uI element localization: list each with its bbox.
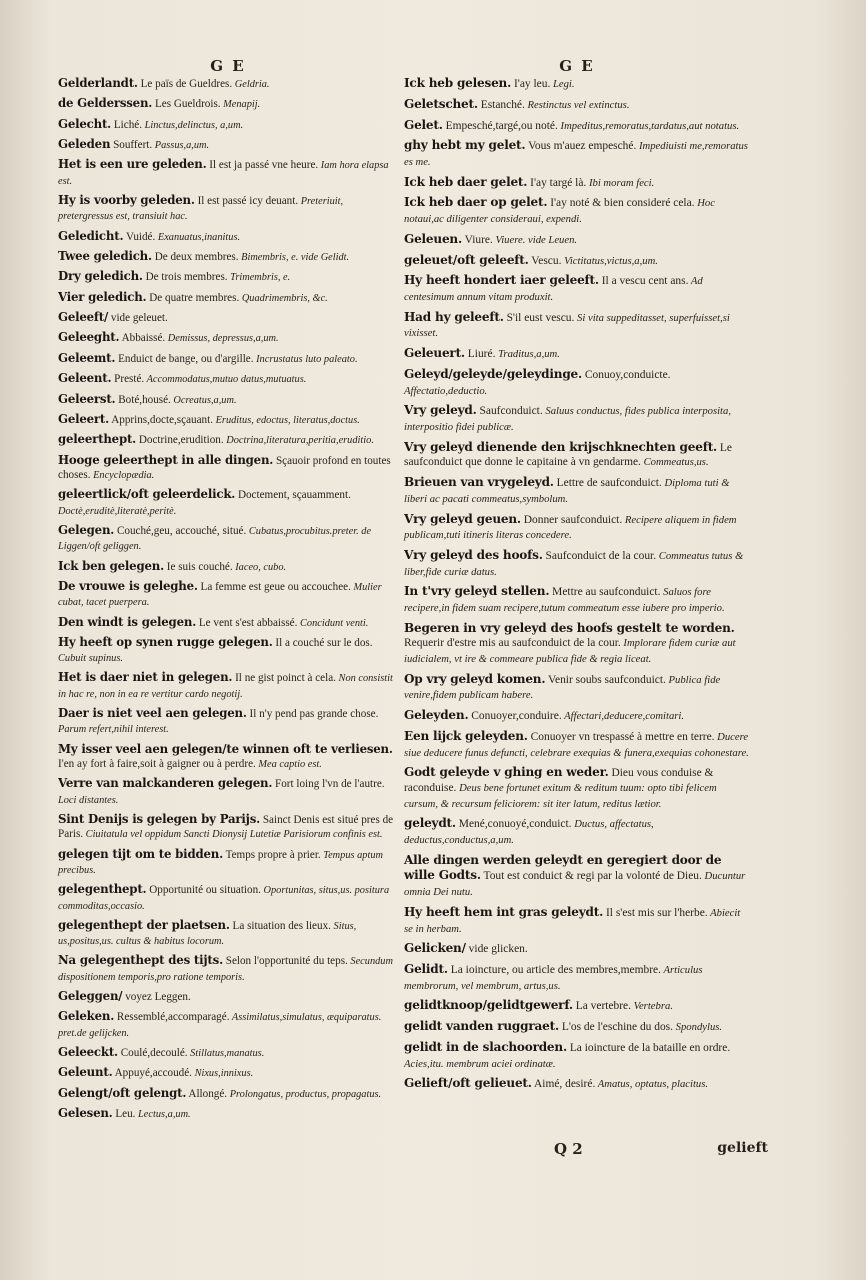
dictionary-entry (58, 615, 398, 631)
entry-french: I'ay targé là. (527, 176, 587, 189)
entry-headword: Geletschet. (404, 96, 478, 111)
left-running-header: G E (210, 57, 246, 75)
entry-headword: Geleuert. (404, 346, 465, 361)
entry-headword: Hy is voorby geleden. (58, 193, 195, 208)
page-footer (404, 1140, 768, 1164)
entry-french: Souffert. (110, 139, 153, 152)
dictionary-entry (58, 918, 398, 950)
entry-french: vide glicken. (465, 943, 528, 956)
dictionary-entry (58, 1106, 398, 1122)
entry-latin: Eruditus, edoctus, literatus,doctus. (213, 414, 360, 426)
dictionary-entry (58, 635, 398, 667)
entry-french: Fort loing l'vn de l'autre. (272, 778, 385, 791)
entry-latin: Ductus, affectatus, deductus,conductus,a,um. (404, 819, 654, 847)
entry-french: Saufconduict. (476, 405, 543, 418)
entry-latin: Amatus, optatus, placitus. (595, 1079, 709, 1091)
entry-latin: Hoc notaui,ac diligenter consideraui, expendi. (404, 198, 715, 226)
dictionary-entry (58, 351, 398, 367)
entry-latin: Bimembris, e. vide Gelidt. (238, 252, 350, 264)
entry-french: Doctement, sçauamment. (235, 489, 351, 502)
dictionary-entry (58, 137, 398, 153)
entry-french: Empesché,targé,ou noté. (442, 119, 558, 132)
entry-headword: Sint Denijs is gelegen by Parijs. (58, 811, 261, 826)
entry-headword: Geleunt. (58, 1065, 113, 1080)
dictionary-entry (404, 548, 750, 580)
entry-headword: Geleeght. (58, 330, 120, 345)
entry-latin: Recipere aliquem in fidem publicam,tuti itineris literas concedere. (404, 514, 737, 542)
entry-headword: Gelderlandt. (58, 76, 138, 90)
entry-headword: gelidtknoop/gelidtgewerf. (404, 998, 573, 1013)
entry-headword: Geleuen. (404, 231, 462, 246)
entry-headword: Geledicht. (58, 228, 124, 243)
entry-french: Mené,conuoyé,conduict. (455, 818, 572, 831)
entry-french: Il a vescu cent ans. (598, 275, 689, 288)
entry-french: Il a couché sur le dos. (272, 636, 373, 649)
dictionary-entry (58, 310, 398, 326)
dictionary-entry (404, 175, 750, 192)
entry-headword: Geleeckt. (58, 1045, 118, 1060)
entry-latin: Doctè,eruditè,literatè,peritè. (58, 505, 177, 517)
entry-headword: Begeren in vry geleyd des hoofs gestelt te worden. (404, 620, 735, 635)
entry-headword: Vier geledich. (58, 289, 147, 304)
dictionary-entry (404, 195, 750, 227)
entry-headword: Hy heeft hondert iaer geleeft. (404, 273, 599, 288)
entry-latin: Non consistit in hac re, non in ea re vertitur cardo negotij. (58, 673, 393, 700)
entry-latin: Restinctus vel extinctus. (524, 99, 630, 111)
dictionary-entry (58, 1045, 398, 1061)
entry-headword: Een lijck geleyden. (404, 728, 528, 743)
dictionary-entry (58, 812, 398, 843)
entry-french: Estanché. (477, 98, 525, 111)
dictionary-entry (404, 97, 750, 114)
entry-headword: Twee geledich. (58, 249, 152, 264)
entry-headword: Daer is niet veel aen gelegen. (58, 706, 247, 721)
entry-french: La situation des lieux. (229, 919, 331, 932)
entry-latin: Saluus conductus, fides publica interposita, interpositio fidei publicæ. (404, 406, 731, 433)
entry-headword: Het is een ure geleden. (58, 157, 207, 172)
entry-headword: Alle dingen werden geleydt en geregiert door de wille Godts. (404, 852, 722, 883)
dictionary-entry (58, 392, 398, 408)
entry-french: L'os de l'eschine du dos. (558, 1021, 673, 1034)
entry-latin: Passus,a,um. (152, 140, 210, 152)
entry-headword: Ick heb daer gelet. (404, 174, 528, 189)
dictionary-entry (58, 96, 398, 112)
dictionary-entry (58, 487, 398, 519)
dictionary-entry (404, 1076, 750, 1093)
dictionary-entry (404, 765, 750, 812)
dictionary-entry (404, 584, 750, 616)
entry-latin: Encyclopædia. (90, 469, 155, 481)
entry-latin: Oportunitas, situs,us. positura commoditas,occasio. (58, 885, 390, 912)
entry-headword: Vry geleyd dienende den krijschknechten geeft. (404, 439, 718, 454)
entry-latin: Affectari,deducere,comitari. (561, 711, 685, 723)
entry-french: La ioincture, ou article des membres,membre. (447, 964, 661, 977)
entry-french: Vous m'auez empesché. (525, 140, 637, 153)
entry-latin: Assimilatus,simulatus, æquiparatus. pret.de gelijcken. (58, 1012, 382, 1039)
entry-headword: Ick heb daer op gelet. (404, 195, 548, 210)
entry-french: Coulé,decoulé. (117, 1047, 188, 1060)
entry-latin: Impeditus,remoratus,tardatus,aut notatus. (557, 120, 740, 132)
dictionary-entry (58, 706, 398, 738)
entry-latin: Trimembris, e. (227, 272, 291, 284)
dictionary-entry (58, 1086, 398, 1102)
entry-headword: Geleeft/ (58, 310, 109, 325)
dictionary-entry (404, 76, 750, 93)
dictionary-entry (58, 1065, 398, 1081)
entry-headword: gelegen tijt om te bidden. (58, 846, 223, 861)
entry-headword: Hy heeft op synen rugge gelegen. (58, 634, 273, 649)
entry-latin: Victitatus,victus,a,um. (561, 255, 658, 267)
entry-latin: Linctus,delinctus, a,um. (142, 119, 244, 131)
entry-headword: gelidt in de slachoorden. (404, 1039, 567, 1054)
entry-french: Lettre de saufconduict. (553, 477, 662, 490)
entry-french: Sçauoir profond en toutes choses. (58, 454, 391, 481)
entry-headword: Geleemt. (58, 350, 116, 365)
entry-headword: Godt geleyde v ghing en weder. (404, 765, 609, 780)
entry-headword: Dry geledich. (58, 269, 143, 284)
entry-headword: Had hy geleeft. (404, 309, 504, 324)
entry-latin: Commeatus,us. (640, 457, 709, 469)
dictionary-entry (404, 346, 750, 363)
dictionary-entry (404, 816, 750, 848)
entry-headword: Vry geleyd des hoofs. (404, 547, 543, 562)
dictionary-entry (404, 232, 750, 249)
entry-french: Il est ja passé vne heure. (206, 159, 319, 172)
signature-mark: Q 2 (554, 1140, 583, 1158)
entry-latin: Quadrimembris, &c. (239, 292, 328, 304)
entry-latin: Ad centesimum annum vitam produxit. (404, 276, 703, 303)
dictionary-entry (404, 367, 750, 399)
entry-french: Presté. (111, 373, 145, 386)
dictionary-entry (58, 579, 398, 611)
entry-french: Les Gueldrois. (152, 98, 221, 111)
entry-headword: geleertlick/oft geleerdelick. (58, 487, 236, 502)
entry-latin: Iaceo, cubo. (232, 561, 287, 573)
dictionary-entry (404, 998, 750, 1015)
dictionary-entry (58, 670, 398, 702)
entry-headword: geleerthept. (58, 432, 137, 447)
entry-latin: Implorare fidem curiæ aut iudicialem, vt ire & commeare publica fide & regia liceat. (404, 638, 736, 666)
entry-french: Leu. (112, 1108, 136, 1121)
entry-latin: Vertebra. (630, 1001, 673, 1013)
entry-latin: Ibi moram feci. (586, 177, 655, 189)
entry-french: voyez Leggen. (122, 991, 191, 1004)
entry-headword: Geleden (58, 137, 111, 152)
dictionary-entry (404, 672, 750, 704)
entry-headword: My isser veel aen gelegen/te winnen oft te verliesen. (58, 741, 393, 756)
entry-latin: Exanuatus,inanitus. (155, 231, 241, 243)
entry-french: Aimé, desiré. (531, 1078, 596, 1091)
entry-french: Il n'y pend pas grande chose. (246, 708, 379, 721)
entry-french: Donner saufconduict. (520, 513, 623, 526)
entry-french: Opportunité ou situation. (146, 884, 261, 897)
entry-french: I'en ay fort à faire,soit à gaigner ou à perdre. (58, 758, 256, 770)
entry-headword: Brieuen van vrygeleyd. (404, 475, 554, 490)
entry-latin: Impediuisti me,remoratus es me. (404, 141, 748, 168)
dictionary-entry (58, 76, 398, 92)
entry-latin: Parum refert,nihil interest. (58, 724, 169, 736)
entry-latin: Legi. (550, 79, 575, 90)
entry-latin: Diploma tuti & liberi ac pacati commeatus,symbolum. (404, 478, 730, 505)
dictionary-entry (404, 905, 750, 937)
entry-headword: Geleert. (58, 411, 110, 426)
dictionary-entry (58, 249, 398, 265)
entry-latin: Publica fide venire,fidem publicam habere. (404, 674, 721, 702)
dictionary-entry (58, 412, 398, 428)
entry-latin: Situs, us,positus,us. cultus & habitus locorum. (58, 920, 357, 948)
entry-latin: Prolongatus, productus, propagatus. (227, 1088, 382, 1100)
entry-latin: Mea captio est. (255, 759, 322, 770)
entry-french: Temps propre à prier. (223, 848, 321, 861)
dictionary-entry (58, 523, 398, 555)
dictionary-entry (404, 118, 750, 135)
entry-latin: Si vita suppeditasset, superfuisset,si vixisset. (404, 312, 730, 340)
left-column (58, 56, 398, 1127)
entry-latin: Ciuitatula vel oppidum Sancti Dionysij Lutetiæ Parisiorum confinis est. (83, 829, 383, 841)
entry-headword: Vry geleyd geuen. (404, 511, 521, 526)
dictionary-entry (58, 882, 398, 914)
dictionary-entry (404, 475, 750, 507)
right-column (404, 56, 750, 1097)
entry-headword: gelidt vanden ruggraet. (404, 1019, 559, 1034)
entry-latin: Ocreatus,a,um. (170, 394, 237, 406)
entry-latin: Articulus membrorum, vel membrum, artus,us. (404, 965, 703, 992)
entry-french: Le saufconduict que donne le capitaine à vn gendarme. (404, 441, 732, 469)
dictionary-entry (404, 273, 750, 305)
entry-headword: Ick heb gelesen. (404, 76, 512, 90)
entry-french: Liché. (111, 118, 143, 131)
dictionary-entry (58, 193, 398, 225)
entry-french: La femme est geue ou accouchee. (197, 580, 351, 593)
entry-headword: Hooge geleerthept in alle dingen. (58, 452, 274, 467)
entry-french: Mettre au saufconduict. (549, 586, 661, 599)
entry-headword: Het is daer niet in gelegen. (58, 670, 233, 685)
entry-french: Ressemblé,accomparagé. (114, 1011, 230, 1024)
entry-french: De quatre membres. (146, 291, 240, 304)
dictionary-entry (404, 403, 750, 435)
entry-latin: Affectatio,deductio. (404, 385, 488, 397)
entry-latin: Traditus,a,um. (495, 349, 560, 361)
dictionary-entry (404, 512, 750, 544)
entry-latin: Viuere. vide Leuen. (492, 234, 578, 246)
entry-latin: Menapij. (220, 99, 261, 111)
entry-latin: Iam hora elapsa est. (58, 160, 389, 187)
entry-latin: Commeatus tutus & liber,fide curiæ datus. (404, 550, 744, 578)
entry-french: Conuoyer,conduire. (468, 710, 562, 723)
right-entry-list (404, 76, 750, 1093)
dictionary-entry (58, 847, 398, 879)
dictionary-entry (58, 1009, 398, 1041)
dictionary-entry (404, 708, 750, 725)
entry-french: Liuré. (464, 348, 496, 361)
entry-latin: Secundum dispositionem temporis,pro ratione temporis. (58, 956, 393, 983)
dictionary-entry (404, 1040, 750, 1072)
dictionary-entry (404, 253, 750, 270)
entry-french: Couché,geu, accouché, situé. (114, 524, 247, 537)
entry-french: Il est passé icy deuant. (194, 195, 299, 208)
entry-latin: Spondylus. (673, 1022, 723, 1034)
dictionary-entry (58, 742, 398, 773)
entry-headword: geleuet/oft geleeft. (404, 252, 529, 267)
entry-headword: In t'vry geleyd stellen. (404, 584, 550, 599)
dictionary-entry (58, 559, 398, 575)
dictionary-entry (58, 269, 398, 285)
entry-latin: Mulier cubat, tacet puerpera. (58, 581, 382, 609)
dictionary-entry (58, 290, 398, 306)
entry-headword: gelegenthept. (58, 882, 147, 897)
entry-latin: Ducere siue deducere funus defuncti, celebrare exequias & funera,exequias cohonestare. (404, 731, 749, 759)
entry-headword: Verre van malckanderen gelegen. (58, 776, 273, 791)
entry-headword: Geleken. (58, 1009, 115, 1024)
entry-headword: Gelidt. (404, 962, 448, 977)
entry-french: Dieu vous conduise & raconduise. (404, 767, 714, 794)
entry-french: Il s'est mis sur l'herbe. (603, 906, 708, 919)
dictionary-entry (404, 310, 750, 342)
entry-french: Tout est conduict & regi par la volonté de Dieu. (480, 870, 702, 883)
entry-headword: Op vry geleyd komen. (404, 671, 546, 686)
entry-headword: Gelesen. (58, 1106, 113, 1121)
entry-french: Apprins,docte,sçauant. (109, 413, 214, 426)
entry-latin: Preteriuit, pretergressus est, transiuit hac. (58, 196, 344, 223)
entry-french: Abbaissé. (119, 332, 166, 345)
entry-headword: Gelecht. (58, 116, 112, 131)
entry-french: I'ay noté & bien consideré cela. (547, 197, 695, 210)
entry-headword: ghy hebt my gelet. (404, 138, 526, 153)
entry-headword: Vry geleyd. (404, 403, 477, 418)
entry-latin: Concidunt venti. (297, 617, 369, 629)
dictionary-entry (58, 371, 398, 387)
entry-french: De trois membres. (142, 271, 228, 284)
dictionary-entry (58, 157, 398, 189)
entry-french: S'il eust vescu. (503, 311, 575, 324)
entry-latin: Incrustatus luto paleato. (253, 353, 358, 365)
entry-french: Le vent s'est abbaissé. (196, 616, 298, 629)
entry-latin: Ducuntur omnia Dei nutu. (404, 871, 746, 899)
entry-headword: Den windt is gelegen. (58, 614, 197, 629)
entry-french: Le païs de Gueldres. (137, 78, 233, 90)
entry-headword: Gelegen. (58, 522, 115, 537)
dictionary-entry (58, 117, 398, 133)
entry-latin: Cubatus,procubitus.preter. de Liggen/oft geliggen. (58, 525, 372, 553)
entry-latin: Lectus,a,um. (135, 1109, 191, 1121)
entry-french: La vertebre. (572, 1000, 631, 1013)
entry-headword: Na gelegenthept des tijts. (58, 953, 223, 968)
dictionary-entry (58, 989, 398, 1005)
entry-french: Il ne gist poinct à cela. (232, 672, 336, 685)
entry-french: Conuoyer vn trespassé à mettre en terre. (527, 730, 715, 743)
catchword: gelieft (717, 1140, 768, 1156)
left-entry-list (58, 76, 398, 1122)
entry-french: Venir soubs saufconduict. (545, 673, 666, 686)
dictionary-entry (58, 776, 398, 808)
entry-french: I'ay leu. (511, 78, 551, 90)
entry-french: Sainct Denis est situé pres de Paris. (58, 813, 394, 841)
entry-latin: Demissus, depressus,a,um. (165, 333, 279, 345)
dictionary-entry (404, 941, 750, 958)
entry-headword: Gelet. (404, 117, 443, 132)
entry-french: Selon l'opportunité du teps. (222, 955, 348, 968)
entry-headword: de Gelderssen. (58, 96, 153, 111)
entry-latin: Deus bene fortunet exitum & reditum tuum: opto tibi felicem cursum, & recursum feliciorem: sit iter latum, reditus lætior. (404, 783, 717, 810)
entry-latin: Cubuit supinus. (58, 653, 123, 665)
entry-headword: Gelicken/ (404, 941, 466, 956)
entry-headword: Geleyden. (404, 708, 469, 723)
entry-headword: Hy heeft hem int gras geleydt. (404, 904, 604, 919)
dictionary-entry (404, 1019, 750, 1036)
entry-latin: Stillatus,manatus. (187, 1048, 265, 1060)
entry-french: Boté,housé. (115, 393, 171, 406)
dictionary-entry (58, 432, 398, 448)
entry-headword: De vrouwe is geleghe. (58, 578, 198, 593)
entry-latin: Geldria. (232, 79, 270, 90)
dictionary-entry (404, 729, 750, 761)
dictionary-entry (58, 330, 398, 346)
dictionary-entry (404, 138, 750, 170)
entry-french: vide geleuet. (108, 312, 168, 325)
entry-french: Doctrine,erudition. (136, 434, 224, 447)
entry-headword: Geleerst. (58, 391, 116, 406)
entry-french: Vuidé. (123, 230, 156, 243)
entry-french: Requerir d'estre mis au saufconduict de la cour. (404, 637, 621, 650)
dictionary-entry (404, 853, 750, 901)
dictionary-entry (404, 621, 750, 668)
entry-latin: Acies,itu. membrum aciei ordinatæ. (404, 1058, 556, 1070)
entry-headword: Ick ben gelegen. (58, 558, 164, 573)
entry-headword: Gelengt/oft gelengt. (58, 1085, 187, 1100)
dictionary-entry (58, 953, 398, 985)
entry-french: Allongé. (186, 1087, 228, 1100)
entry-headword: gelegenthept der plaetsen. (58, 917, 230, 932)
entry-latin: Saluos fore recipere,in fidem suam recipere,tutum commeatum esse iubere pro imperio. (404, 587, 725, 614)
entry-french: Vescu. (528, 254, 562, 267)
dictionary-entry (58, 453, 398, 484)
entry-french: La ioincture de la bataille en ordre. (566, 1041, 731, 1054)
entry-french: Saufconduict de la cour. (542, 549, 657, 562)
entry-french: Viure. (461, 233, 493, 246)
entry-french: Ie suis couché. (163, 560, 233, 573)
entry-latin: Abiecit se in herbam. (404, 907, 741, 935)
dictionary-entry (404, 440, 750, 471)
entry-headword: geleydt. (404, 816, 456, 831)
entry-french: Appuyé,accoudé. (112, 1067, 192, 1080)
dictionary-entry (404, 962, 750, 994)
dictionary-entry (58, 229, 398, 245)
entry-latin: Nixus,innixus. (191, 1068, 254, 1080)
entry-latin: Accommodatus,mutuo datus,mutuatus. (144, 374, 307, 386)
entry-french: Enduict de bange, ou d'argille. (115, 352, 254, 365)
entry-latin: Loci distantes. (58, 794, 119, 806)
entry-french: De deux membres. (151, 251, 239, 264)
right-running-header: G E (559, 57, 595, 75)
entry-latin: Tempus aptum precibus. (58, 849, 383, 876)
entry-headword: Geleggen/ (58, 989, 123, 1004)
entry-latin: Doctrina,literatura,peritia,eruditio. (223, 435, 374, 447)
entry-headword: Geleent. (58, 371, 112, 386)
entry-french: Conuoy,conduicte. (582, 368, 671, 381)
entry-headword: Gelieft/oft gelieuet. (404, 1076, 532, 1091)
entry-headword: Geleyd/geleyde/geleydinge. (404, 366, 583, 381)
